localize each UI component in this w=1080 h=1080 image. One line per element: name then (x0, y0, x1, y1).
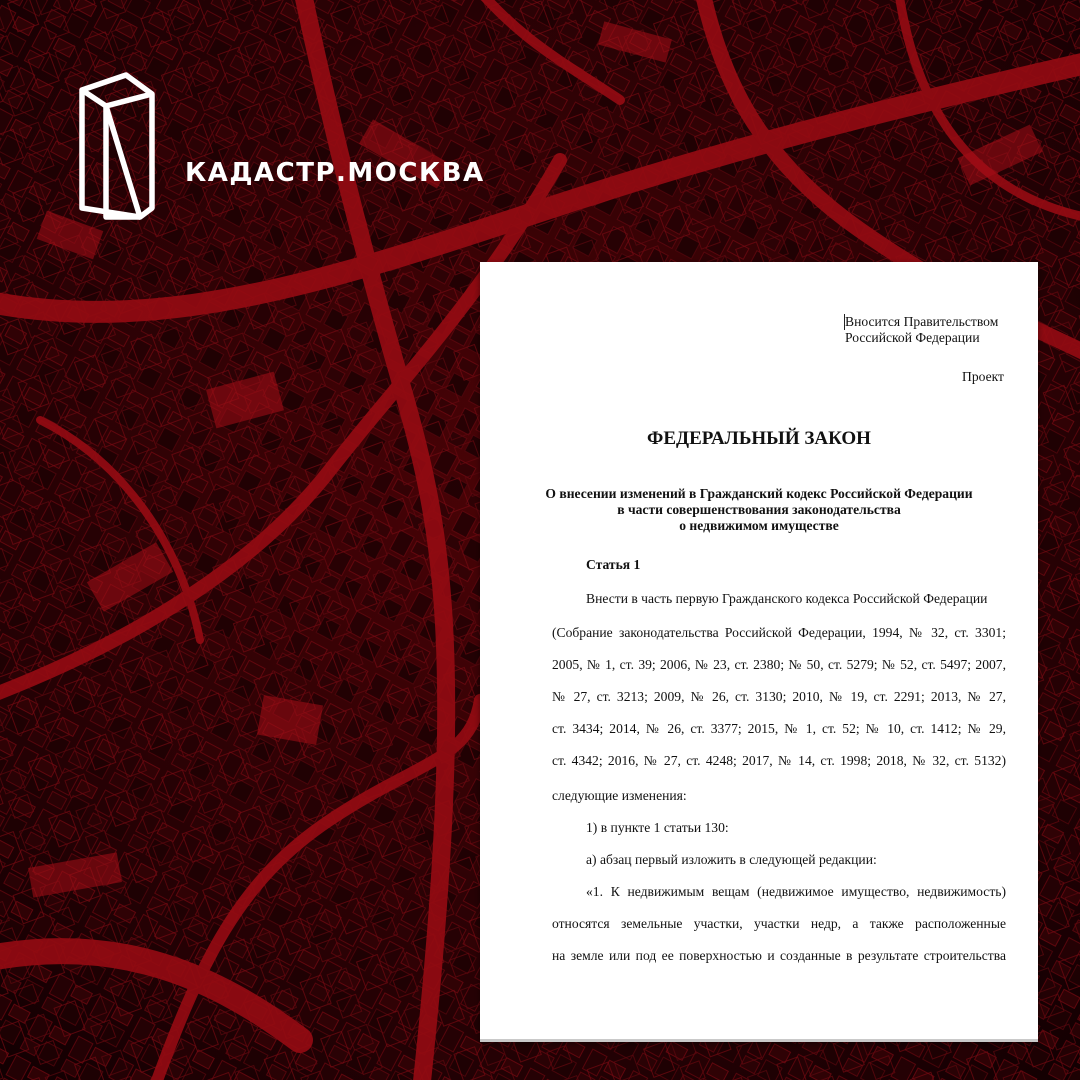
body-line: 2005, № 1, ст. 39; 2006, № 23, ст. 2380; № 50, ст. 5279; № 52, ст. 5497; 2007, (552, 657, 1006, 672)
body-line: (Собрание законодательства Российской Федерации, 1994, № 32, ст. 3301; (552, 625, 1006, 640)
subtitle-line3: о недвижимом имуществе (679, 518, 839, 533)
draft-label: Проект (962, 369, 1004, 384)
body-line: Внести в часть первую Гражданского кодекса Российской Федерации (586, 591, 988, 606)
article-heading: Статья 1 (586, 557, 641, 572)
body-line: относятся земельные участки, участки недр, а также расположенные (552, 916, 1006, 931)
body-line: № 27, ст. 3213; 2009, № 26, ст. 3130; 2010, № 19, ст. 2291; 2013, № 27, (552, 689, 1006, 704)
law-title: ФЕДЕРАЛЬНЫЙ ЗАКОН (647, 428, 871, 449)
submitted-by-line1: Вносится Правительством (845, 314, 999, 329)
body-line: 1) в пункте 1 статьи 130: (586, 820, 729, 835)
subtitle-line2: в части совершенствования законодательства (617, 502, 901, 517)
body-line: следующие изменения: (552, 788, 687, 803)
body-line: ст. 3434; 2014, № 26, ст. 3377; 2015, № 1, ст. 52; № 10, ст. 1412; № 29, (552, 721, 1006, 736)
body-line: а) абзац первый изложить в следующей редакции: (586, 852, 877, 867)
body-line: ст. 4342; 2016, № 27, ст. 4248; 2017, № 14, ст. 1998; 2018, № 32, ст. 5132) (552, 753, 1006, 768)
body-line: «1. К недвижимым вещам (недвижимое имущество, недвижимость) (586, 884, 1006, 899)
subtitle-line1: О внесении изменений в Гражданский кодекс Российской Федерации (545, 486, 973, 501)
logo-building-icon (78, 72, 156, 220)
brand-name: КАДАСТР.МОСКВА (185, 158, 485, 188)
body-line: на земле или под ее поверхностью и созданные в результате строительства (552, 948, 1006, 963)
document-page (480, 262, 1038, 1042)
submitted-by-line2: Российской Федерации (845, 330, 980, 345)
